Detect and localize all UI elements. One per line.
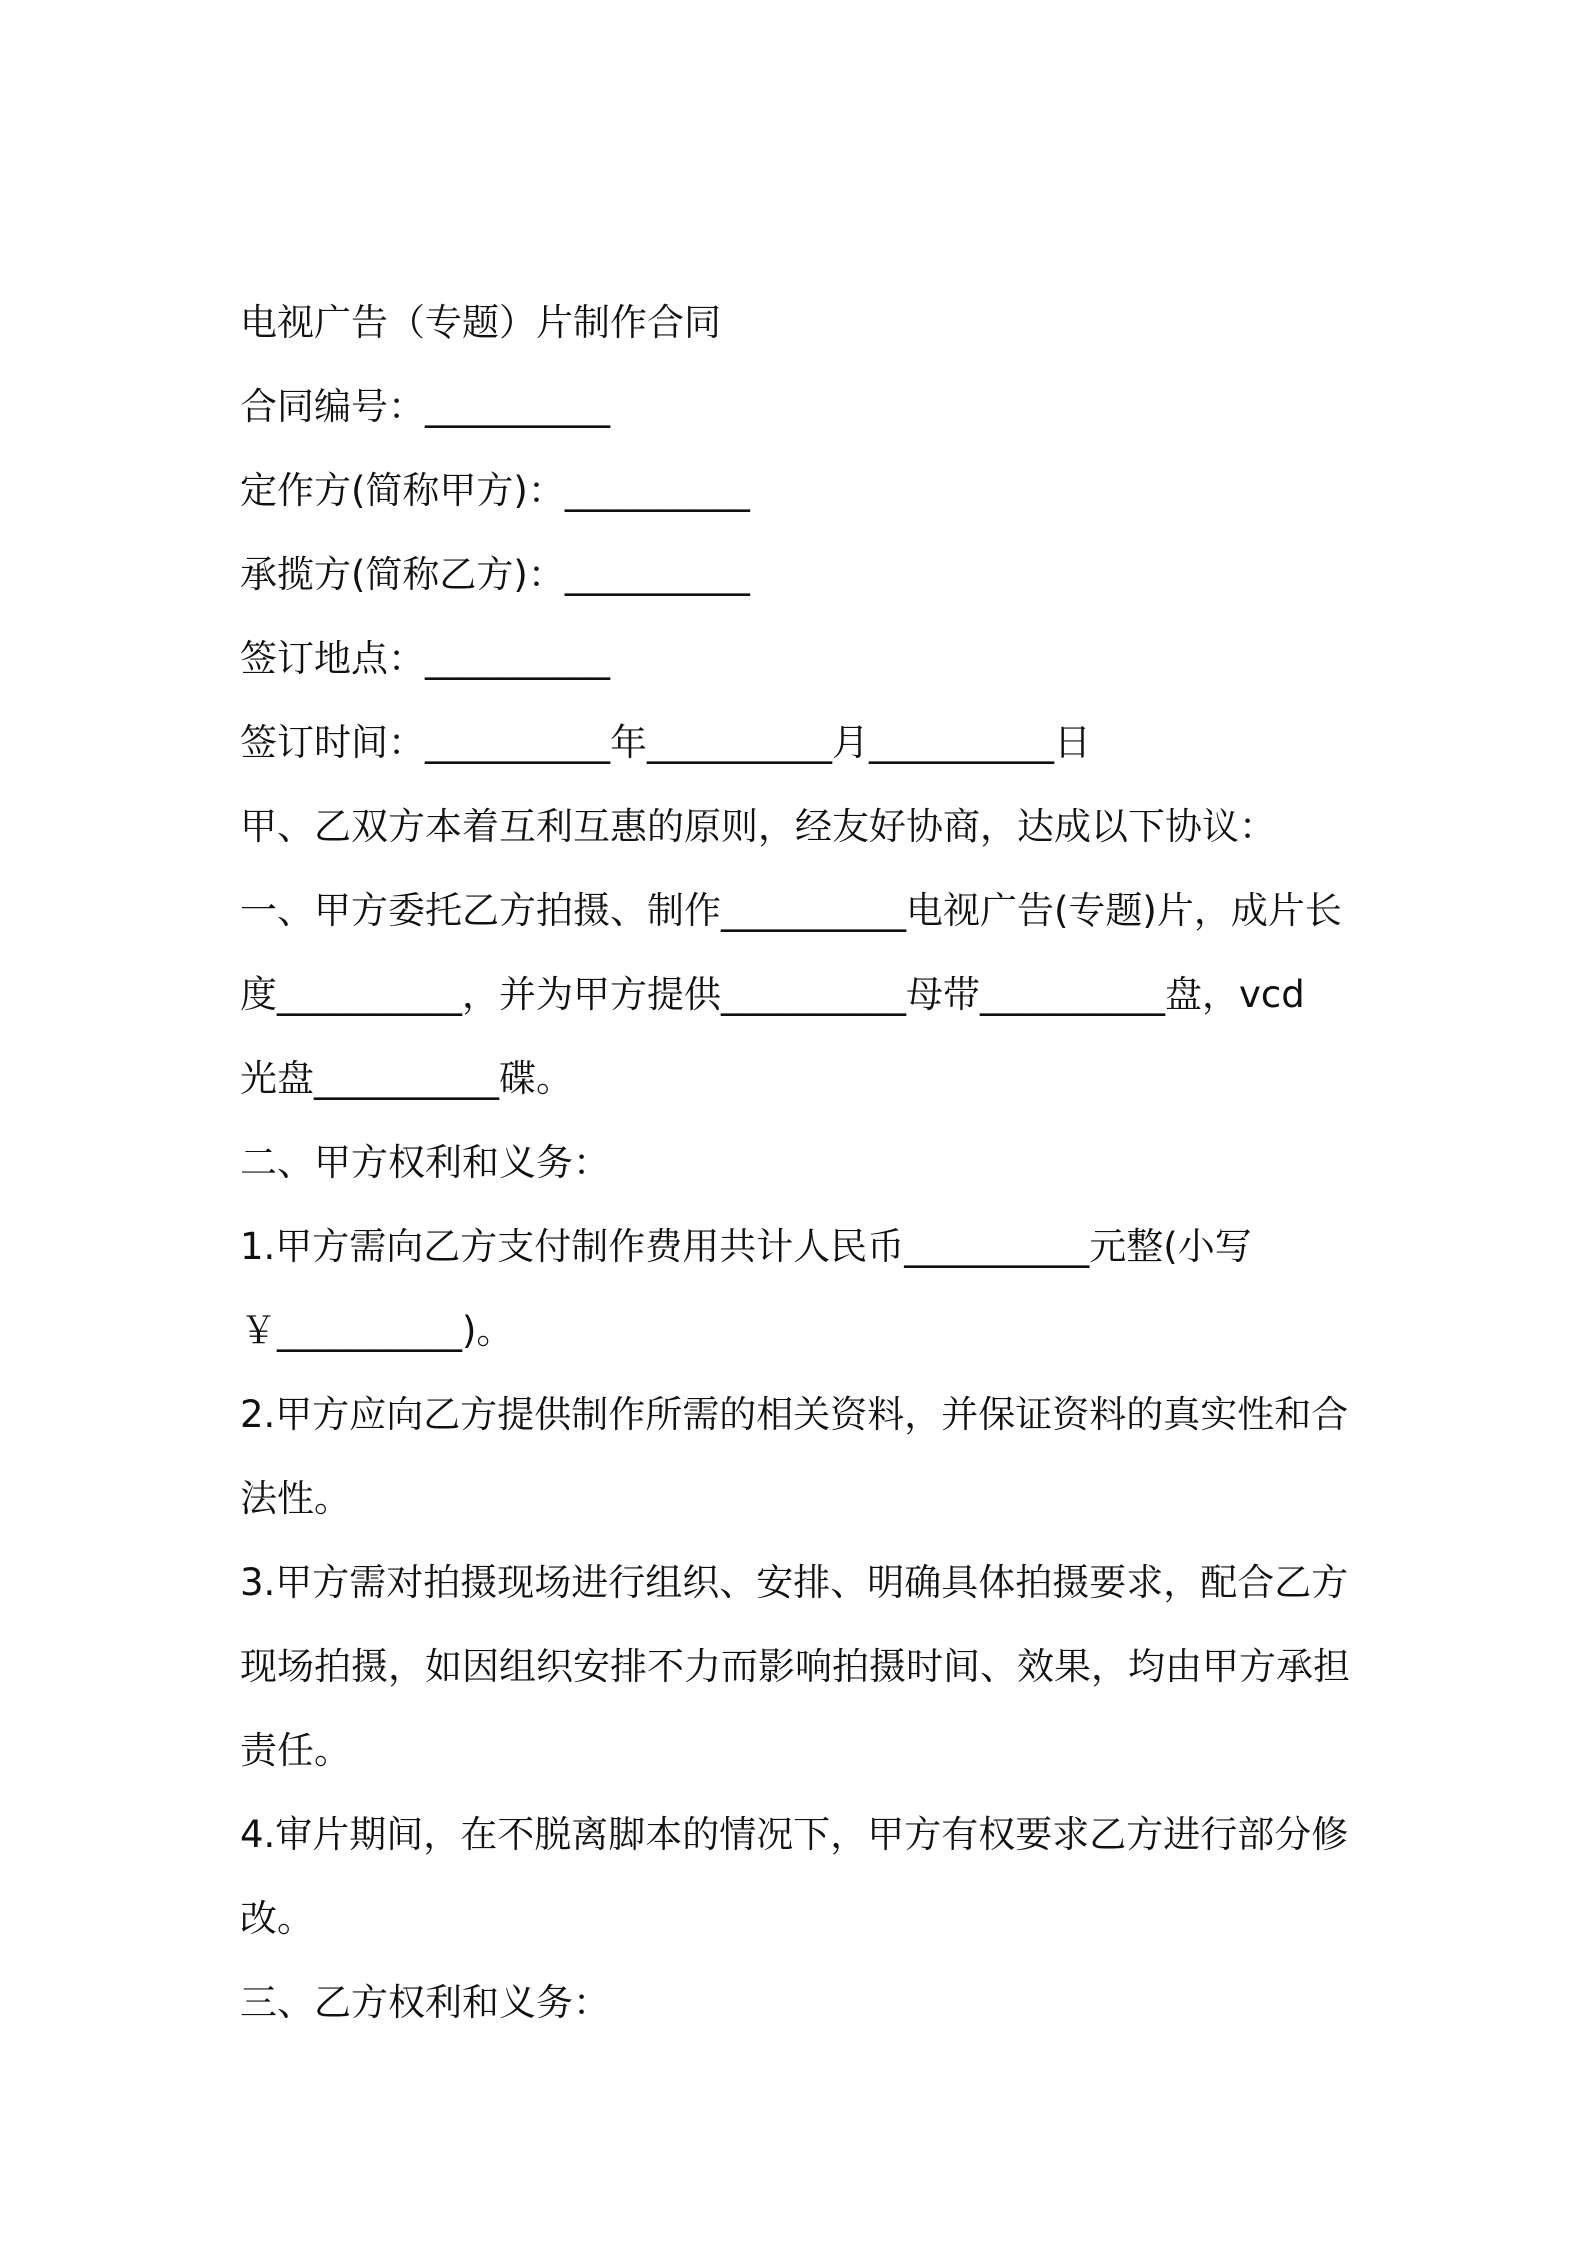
agreement-intro-line: 甲、乙双方本着互利互惠的原则，经友好协商，达成以下协议： — [240, 805, 1276, 848]
section-3-heading: 三、乙方权利和义务： — [240, 1981, 610, 2024]
clause-2-4-line-1: 4.审片期间，在不脱离脚本的情况下，甲方有权要求乙方进行部分修 — [240, 1813, 1349, 1856]
contract-number-line: 合同编号：__________ — [240, 385, 610, 428]
clause-2-2-line-2: 法性。 — [240, 1477, 351, 1520]
clause-2-4-line-2: 改。 — [240, 1897, 314, 1940]
clause-1-line-3: 光盘__________碟。 — [240, 1057, 573, 1100]
clause-1-line-2: 度__________，并为甲方提供__________母带__________盘，vcd — [240, 973, 1305, 1016]
section-2-heading: 二、甲方权利和义务： — [240, 1141, 610, 1184]
clause-2-3-line-1: 3.甲方需对拍摄现场进行组织、安排、明确具体拍摄要求，配合乙方 — [240, 1561, 1349, 1604]
clause-2-3-line-3: 责任。 — [240, 1729, 351, 1772]
signing-date-line: 签订时间：__________年__________月__________日 — [240, 721, 1091, 764]
document-page — [240, 281, 1370, 2045]
clause-2-3-line-2: 现场拍摄，如因组织安排不力而影响拍摄时间、效果，均由甲方承担 — [240, 1645, 1350, 1688]
document-title: 电视广告（专题）片制作合同 — [240, 301, 721, 344]
clause-1-line-1: 一、甲方委托乙方拍摄、制作__________电视广告(专题)片，成片长 — [240, 889, 1342, 932]
party-a-line: 定作方(简称甲方)：__________ — [240, 469, 750, 512]
clause-2-1-line-1: 1.甲方需向乙方支付制作费用共计人民币__________元整(小写 — [240, 1225, 1252, 1268]
party-b-line: 承揽方(简称乙方)：__________ — [240, 553, 750, 596]
signing-place-line: 签订地点：__________ — [240, 637, 610, 680]
clause-2-1-line-2: ￥__________)。 — [240, 1309, 514, 1352]
clause-2-2-line-1: 2.甲方应向乙方提供制作所需的相关资料，并保证资料的真实性和合 — [240, 1393, 1349, 1436]
